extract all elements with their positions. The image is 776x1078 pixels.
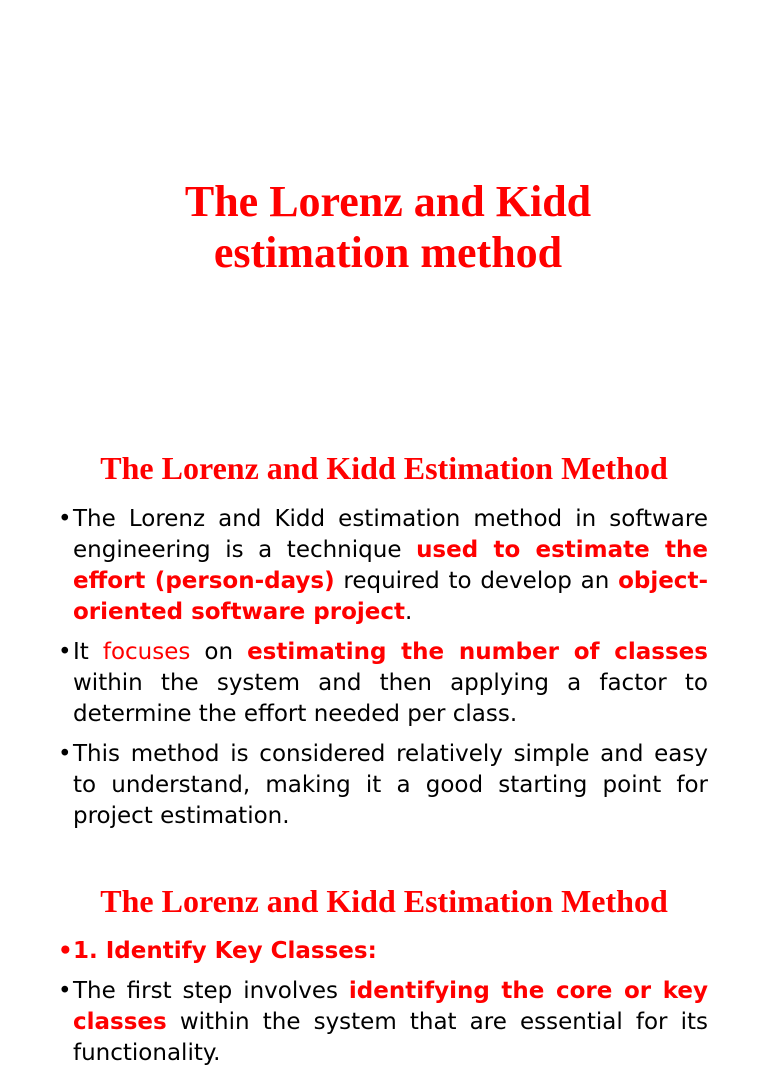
section-heading: The Lorenz and Kidd Estimation Method	[100, 883, 668, 919]
step-heading: 1. Identify Key Classes:	[73, 938, 377, 964]
bullet-text: within the system and then applying a factor to determine the effort needed per class.	[73, 670, 708, 727]
bullet-item	[58, 637, 708, 730]
highlight-text: focuses	[102, 639, 191, 665]
bullet-list	[58, 504, 708, 841]
bullet-marker: •	[58, 938, 73, 964]
bullet-text: This method is considered relatively simple and easy to understand, making it a good starting point for project estimation.	[73, 741, 708, 829]
bullet-marker: •	[58, 506, 72, 532]
highlight-text: used to estimate the effort (person-days)	[73, 537, 708, 594]
highlight-text: identifying the core or key classes	[73, 978, 708, 1035]
bullet-list	[58, 936, 708, 1078]
step-heading-item	[58, 936, 708, 967]
highlight-text: object-oriented software project	[73, 568, 708, 625]
bullet-marker: •	[58, 639, 72, 665]
slide-title	[0, 176, 776, 278]
bullet-text: on	[190, 639, 248, 665]
slide-title-line-1: The Lorenz and Kidd	[184, 177, 592, 226]
bullet-text: It	[73, 639, 103, 665]
bullet-text: within the system that are essential for its functionality.	[73, 1009, 708, 1066]
bullet-item	[58, 504, 708, 628]
slide-title-line-2: estimation method	[213, 228, 563, 277]
highlight-text: estimating the number of classes	[247, 639, 708, 665]
bullet-marker: •	[58, 741, 72, 767]
section-heading: The Lorenz and Kidd Estimation Method	[100, 450, 668, 486]
bullet-text: required to develop an	[334, 568, 619, 594]
bullet-text: The first step involves	[73, 978, 349, 1004]
bullet-item	[58, 976, 708, 1069]
bullet-marker: •	[58, 978, 72, 1004]
bullet-item	[58, 739, 708, 832]
bullet-text: .	[405, 599, 413, 625]
bullet-text: The Lorenz and Kidd estimation method in software engineering is a technique	[73, 506, 708, 563]
